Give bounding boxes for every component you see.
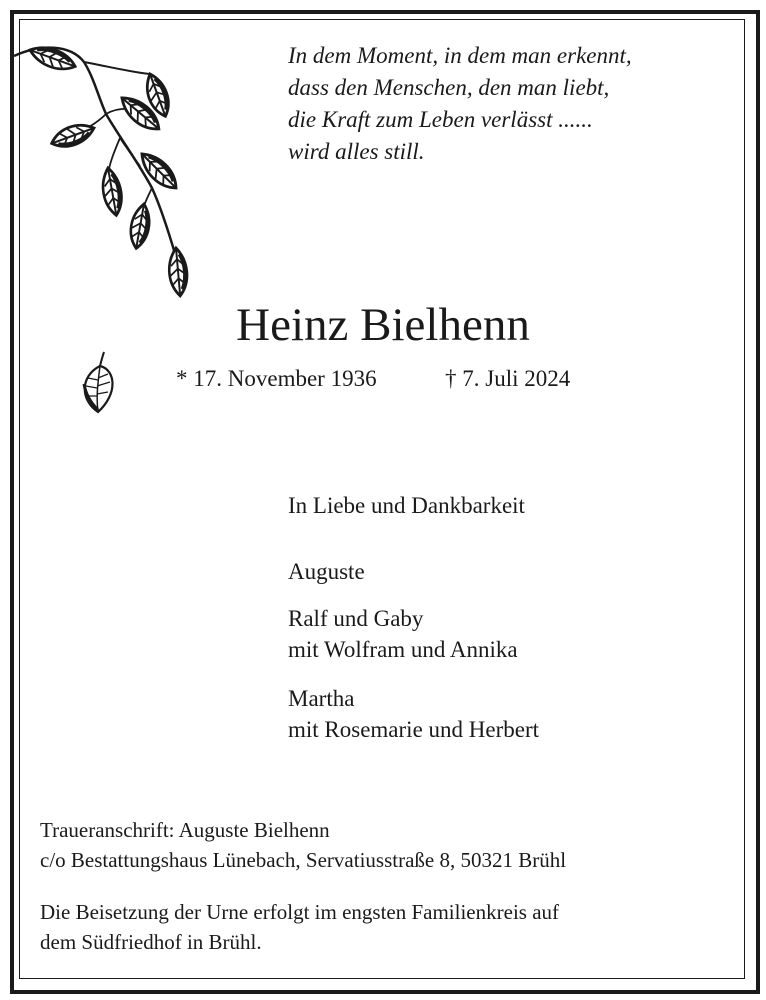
address-line: c/o Bestattungshaus Lünebach, Servatiusstraße 8, 50321 Brühl — [40, 848, 567, 872]
mourners-intro: In Liebe und Dankbarkeit — [288, 493, 525, 518]
mourning-address — [40, 815, 566, 875]
quote-line: wird alles still. — [288, 139, 425, 164]
burial-line: dem Südfriedhof in Brühl. — [40, 930, 262, 954]
mourner-group — [288, 603, 518, 665]
quote-line: In dem Moment, in dem man erkennt, — [288, 43, 632, 68]
mourner-line: mit Rosemarie und Herbert — [288, 717, 540, 742]
memorial-quote — [288, 40, 728, 168]
death-date: † 7. Juli 2024 — [445, 366, 571, 391]
mourner-group — [288, 556, 365, 587]
address-line: Traueranschrift: Auguste Bielhenn — [40, 818, 330, 842]
quote-line: die Kraft zum Leben verlässt ...... — [288, 107, 593, 132]
falling-leaf-icon — [74, 350, 124, 422]
quote-line: dass den Menschen, den man liebt, — [288, 75, 610, 100]
deceased-name: Heinz Bielhenn — [236, 299, 530, 351]
birch-branch-icon — [10, 26, 200, 306]
mourner-line: mit Wolfram und Annika — [288, 637, 518, 662]
mourner-line: Ralf und Gaby — [288, 606, 424, 631]
burial-notice — [40, 897, 559, 957]
mourner-group — [288, 683, 539, 745]
mourner-line: Auguste — [288, 559, 365, 584]
burial-line: Die Beisetzung der Urne erfolgt im engsten Familienkreis auf — [40, 900, 560, 924]
birth-date: * 17. November 1936 — [176, 366, 377, 391]
mourner-line: Martha — [288, 686, 355, 711]
